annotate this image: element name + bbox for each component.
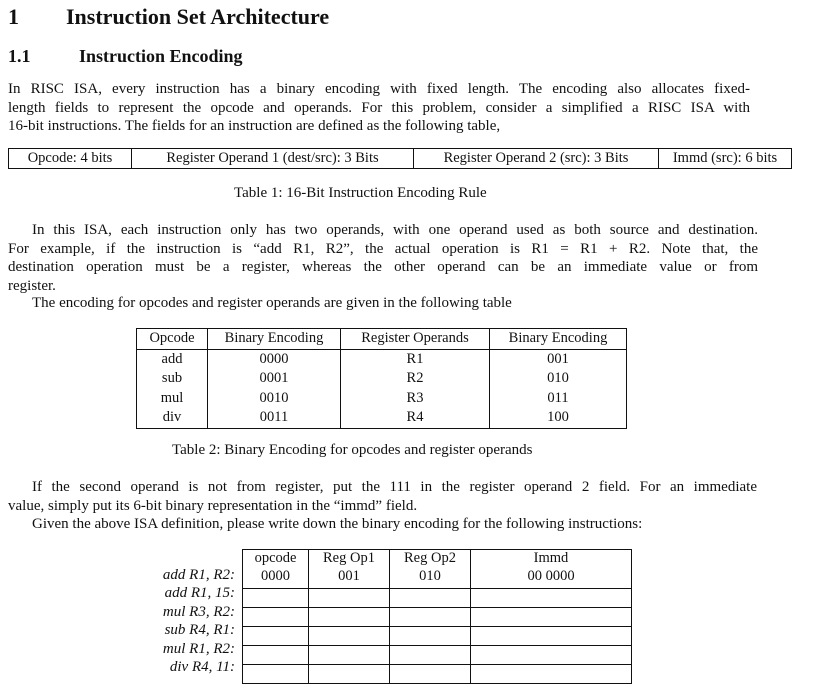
answer-value: 010	[419, 567, 441, 584]
table-row	[137, 349, 627, 369]
table-cell: 010	[490, 369, 627, 389]
operands-paragraph	[8, 221, 758, 295]
table-cell: R2	[341, 369, 490, 389]
section-number: 1	[8, 4, 19, 29]
table-cell: Opcode: 4 bits	[9, 149, 132, 169]
answer-cell[interactable]	[471, 589, 632, 608]
table-cell: 0011	[208, 408, 341, 428]
instruction-label: div R4, 11:	[169, 659, 235, 675]
table-row	[137, 389, 627, 409]
answer-cell[interactable]	[390, 608, 471, 627]
table-header-row	[137, 329, 627, 350]
answer-cell[interactable]	[390, 665, 471, 684]
table-cell: 0010	[208, 389, 341, 409]
table-cell: 100	[490, 408, 627, 428]
table-cell: Register Operand 2 (src): 3 Bits	[414, 149, 659, 169]
answer-cell[interactable]	[390, 589, 471, 608]
para-line: For example, if the instruction is “add R1, R2”, the actual operation is R1 = R1 + R2. Note that, the	[8, 240, 758, 257]
column-header: Immd	[533, 550, 569, 566]
answer-cell[interactable]	[309, 608, 390, 627]
instruction-label: add R1, 15:	[164, 585, 235, 601]
para-line: If the second operand is not from register, put the 111 in the register operand 2 field. For an immediate	[32, 479, 757, 495]
column-header: Reg Op2	[404, 550, 456, 566]
para-line: value, simply put its 6-bit binary representation in the “immd” field.	[8, 497, 418, 514]
column-header: opcode	[254, 550, 297, 566]
answer-header-row	[243, 550, 632, 589]
instruction-label: sub R4, R1:	[164, 622, 235, 638]
answer-row	[243, 646, 632, 665]
para-line: In this ISA, each instruction only has two operands, with one operand used as both source and destination.	[32, 222, 758, 238]
table-row	[137, 369, 627, 389]
table-cell: div	[137, 408, 208, 428]
opcode-register-table	[136, 328, 627, 429]
answer-row	[243, 627, 632, 646]
answer-cell[interactable]	[390, 646, 471, 665]
section-heading	[8, 4, 329, 30]
subsection-number: 1.1	[8, 46, 31, 66]
table-cell: R4	[341, 408, 490, 428]
answer-table	[242, 549, 632, 684]
answer-cell[interactable]	[243, 627, 309, 646]
answer-cell[interactable]	[309, 665, 390, 684]
table-cell: 011	[490, 389, 627, 409]
answer-cell[interactable]	[390, 627, 471, 646]
answer-row	[243, 589, 632, 608]
section-title: Instruction Set Architecture	[66, 4, 330, 29]
answer-cell[interactable]	[243, 608, 309, 627]
table-row	[137, 408, 627, 428]
subsection-heading	[8, 46, 243, 67]
answer-value: 0000	[261, 567, 290, 584]
table-cell: add	[137, 349, 208, 369]
table-cell: Immd (src): 6 bits	[659, 149, 792, 169]
answer-cell[interactable]	[471, 550, 632, 589]
answer-cell[interactable]	[309, 646, 390, 665]
answer-cell[interactable]	[243, 665, 309, 684]
column-header: Register Operands	[341, 329, 490, 350]
table-cell: R3	[341, 389, 490, 409]
answer-cell[interactable]	[309, 627, 390, 646]
column-header: Binary Encoding	[208, 329, 341, 350]
answer-cell[interactable]	[309, 589, 390, 608]
table-cell: Register Operand 1 (dest/src): 3 Bits	[132, 149, 414, 169]
table-cell: 0001	[208, 369, 341, 389]
table-cell: R1	[341, 349, 490, 369]
intro-paragraph	[8, 80, 750, 136]
encoding-fields-table	[8, 148, 792, 169]
answer-cell[interactable]	[471, 665, 632, 684]
instruction-label: mul R1, R2:	[162, 641, 235, 657]
table-cell: 001	[490, 349, 627, 369]
answer-cell[interactable]	[471, 608, 632, 627]
intro-line: In RISC ISA, every instruction has a binary encoding with fixed length. The encoding also allocates fixed-	[8, 81, 750, 97]
answer-value: 001	[338, 567, 360, 584]
table-cell: 0000	[208, 349, 341, 369]
answer-cell[interactable]	[390, 550, 471, 589]
encoding-intro-text: The encoding for opcodes and register operands are given in the following table	[32, 295, 512, 311]
answer-cell[interactable]	[243, 550, 309, 589]
answer-value: 00 0000	[527, 567, 575, 584]
answer-cell[interactable]	[471, 646, 632, 665]
answer-row	[243, 665, 632, 684]
question-text: Given the above ISA definition, please write down the binary encoding for the following instructions:	[32, 516, 643, 532]
intro-line: length fields to represent the opcode and operands. For this problem, consider a simplified a RISC ISA with	[8, 99, 750, 116]
table-row	[9, 149, 792, 169]
answer-cell[interactable]	[471, 627, 632, 646]
subsection-title: Instruction Encoding	[79, 46, 243, 66]
para-line: register.	[8, 277, 56, 294]
column-header: Reg Op1	[323, 550, 375, 566]
table1-caption: Table 1: 16-Bit Instruction Encoding Rule	[234, 185, 487, 201]
table-cell: mul	[137, 389, 208, 409]
answer-row	[243, 608, 632, 627]
answer-cell[interactable]	[309, 550, 390, 589]
column-header: Binary Encoding	[490, 329, 627, 350]
answer-cell[interactable]	[243, 646, 309, 665]
immediate-paragraph	[8, 478, 757, 515]
intro-line: 16-bit instructions. The fields for an instruction are defined as the following table,	[8, 118, 501, 134]
table2-caption: Table 2: Binary Encoding for opcodes and register operands	[172, 442, 533, 458]
instruction-label: mul R3, R2:	[162, 604, 235, 620]
instruction-label: add R1, R2:	[162, 567, 235, 583]
column-header: Opcode	[137, 329, 208, 350]
answer-cell[interactable]	[243, 589, 309, 608]
para-line: destination operation must be a register, whereas the other operand can be an immediate value or from	[8, 259, 758, 275]
table-cell: sub	[137, 369, 208, 389]
